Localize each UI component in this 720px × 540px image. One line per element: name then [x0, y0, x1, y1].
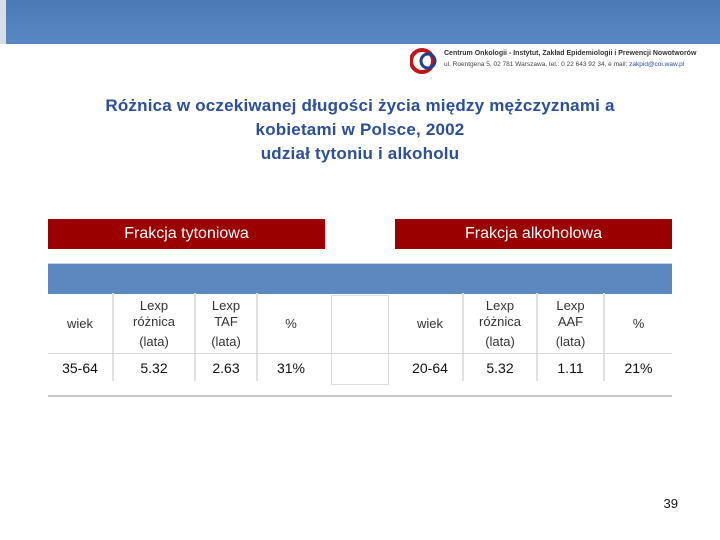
alcohol-header-pct	[605, 297, 672, 351]
tobacco-header-taf	[196, 297, 256, 351]
tobacco-header-diff	[114, 297, 194, 351]
table-spacer-column	[331, 295, 389, 385]
tobacco-header-age	[48, 297, 112, 351]
header-text: TAF	[214, 314, 238, 329]
alcohol-cell-pct: 21%	[624, 360, 653, 376]
alcohol-cell-diff: 5.32	[486, 360, 514, 376]
header-text: różnica	[133, 314, 175, 329]
logo-email[interactable]: zakpid@coi.waw.pl	[629, 61, 685, 68]
header-unit: (lata)	[555, 334, 586, 349]
top-header-bar	[0, 0, 720, 44]
row-separator	[48, 353, 672, 354]
header-text: Lexp	[139, 298, 169, 313]
tobacco-cell-pct: 31%	[276, 360, 306, 376]
header-text: Lexp	[556, 298, 585, 313]
header-text: AAF	[557, 314, 584, 329]
alcohol-fraction-banner: Frakcja alkoholowa	[395, 219, 672, 249]
title-line-1: Różnica w oczekiwanej długości życia między mężczyznami a	[105, 96, 615, 115]
tobacco-cell-age: 35-64	[62, 360, 98, 376]
title-line-2: kobietami w Polsce, 2002	[255, 120, 465, 139]
header-text: różnica	[479, 314, 521, 329]
header-unit: (lata)	[139, 334, 169, 349]
logo-institution-name: Centrum Onkologii - Instytut, Zakład Epidemiologii i Prewencji Nowotworów	[444, 50, 697, 57]
header-text: %	[285, 316, 297, 331]
header-text: Lexp	[211, 298, 241, 313]
alcohol-cell-age: 20-64	[412, 360, 448, 376]
alcohol-header-aaf	[538, 297, 603, 351]
tobacco-cell-diff: 5.32	[140, 360, 168, 376]
header-text: Lexp	[485, 298, 515, 313]
header-text: wiek	[66, 316, 93, 331]
logo-address-text: ul. Roentgena 5, 02 781 Warszawa, tel.: 0 22 643 92 34, e mail:	[444, 61, 628, 68]
alcohol-header-diff	[464, 297, 536, 351]
table-header-bar	[48, 263, 672, 294]
header-unit: (lata)	[211, 334, 241, 349]
title-line-3: udział tytoniu i alkoholu	[260, 144, 460, 163]
tobacco-fraction-banner: Frakcja tytoniowa	[48, 219, 325, 249]
co-logo-icon	[410, 48, 440, 74]
alcohol-header-age	[398, 297, 462, 351]
alcohol-cell-aaf: 1.11	[557, 360, 584, 376]
tobacco-cell-taf: 2.63	[212, 360, 240, 376]
header-unit: (lata)	[485, 334, 515, 349]
header-text: wiek	[416, 316, 443, 331]
table-bottom-border	[48, 395, 672, 397]
logo-address	[444, 61, 684, 68]
institution-logo	[410, 48, 710, 76]
page-number: 39	[663, 496, 678, 511]
header-text: %	[632, 316, 645, 331]
slide-title	[40, 94, 680, 166]
tobacco-header-pct	[258, 297, 324, 351]
